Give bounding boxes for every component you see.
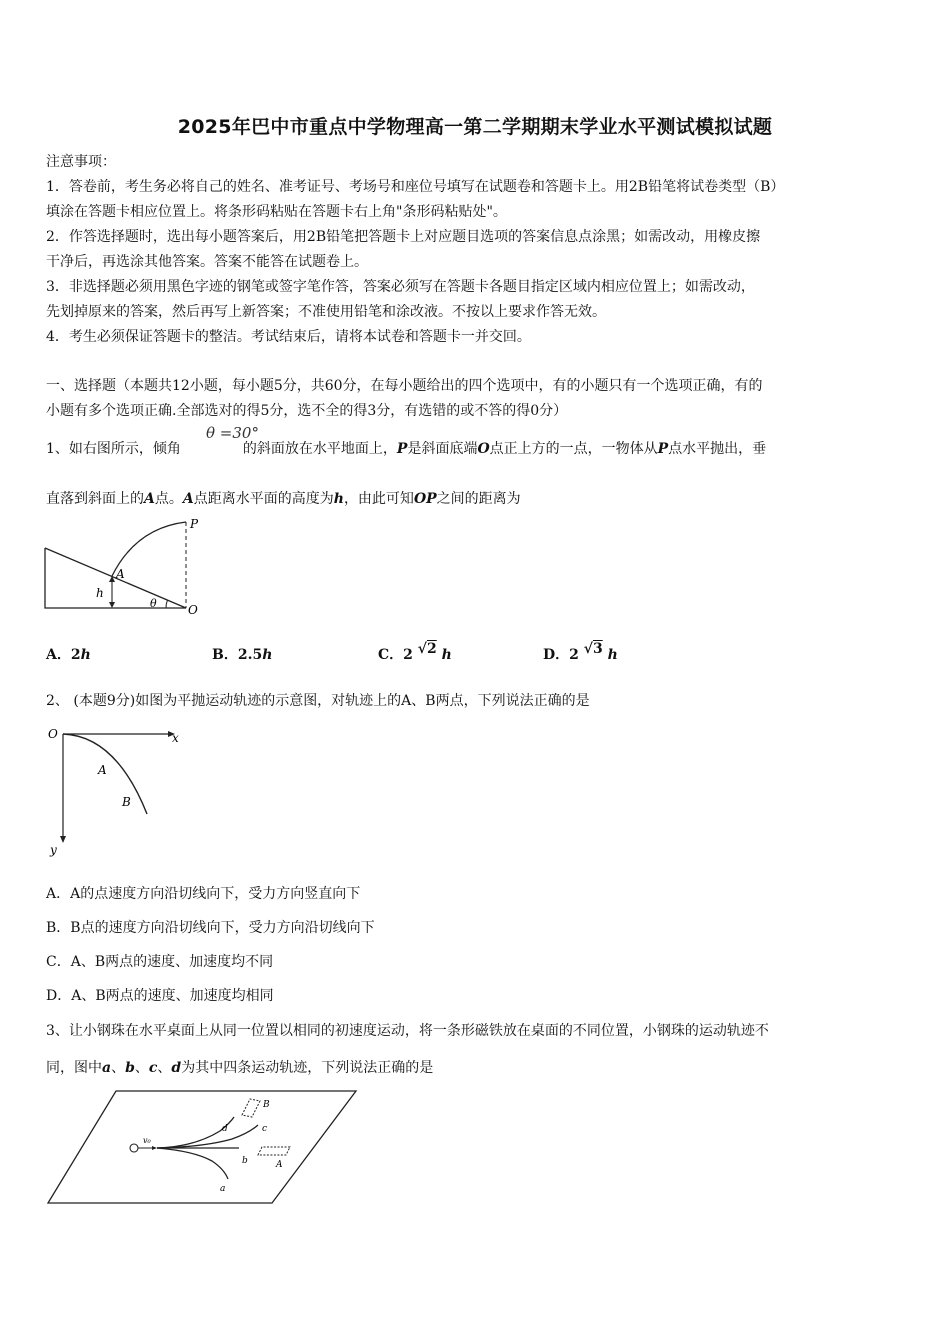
trajectory-c (157, 1125, 258, 1148)
label-x: x (172, 731, 179, 745)
label-O: O (48, 727, 58, 741)
page-title: 2025年巴中市重点中学物理高一第二学期期末学业水平测试模拟试题 (177, 116, 773, 138)
q3-stem-line2: 同，图中a、b、c、d为其中四条运动轨迹，下列说法正确的是 (46, 1060, 434, 1076)
q1-incline-figure (40, 512, 210, 622)
label-P: P (190, 517, 199, 531)
q1-stem-line1: 1、如右图所示，倾角 的斜面放在水平地面上，P是斜面底端O点正上方的一点，一物体从P点水平抛出，垂 (46, 441, 767, 457)
label-h: h (96, 586, 104, 600)
table-outline (48, 1091, 356, 1203)
q2-projectile-figure (44, 722, 194, 857)
q1-option-a[interactable]: A．2h (46, 647, 91, 663)
label-magnet-A: A (276, 1160, 283, 1170)
sqrt-symbol: √3 (583, 641, 603, 657)
section-heading: 小题有多个选项正确.全部选对的得5分，选不全的得3分，有选错的或不答的得0分） (46, 403, 568, 419)
label-O: O (188, 603, 198, 617)
q2-option-b[interactable]: B．B点的速度方向沿切线向下，受力方向沿切线向下 (46, 920, 375, 936)
notice-line: 1．答卷前，考生务必将自己的姓名、准考证号、考场号和座位号填写在试题卷和答题卡上。用2B铅笔将试卷类型（B） (46, 179, 785, 195)
q1-option-c[interactable]: C．2 √2 h (378, 641, 452, 663)
y-axis-arrow (60, 836, 66, 843)
label-theta: θ (150, 597, 157, 610)
steel-ball (130, 1144, 138, 1152)
q1-option-b[interactable]: B．2.5h (212, 647, 273, 663)
label-B: B (122, 795, 131, 809)
label-b: b (242, 1156, 248, 1166)
section-heading: 一、选择题（本题共12小题，每小题5分，共60分，在每小题给出的四个选项中，有的小题只有一个选项正确，有的 (46, 378, 763, 394)
label-c: c (262, 1124, 268, 1134)
notice-line: 先划掉原来的答案，然后再写上新答案；不准使用铅笔和涂改液。不按以上要求作答无效。 (46, 304, 606, 320)
angle-arc (166, 600, 168, 608)
magnet-A (258, 1147, 290, 1155)
sqrt-symbol: √2 (417, 641, 437, 657)
label-magnet-B: B (263, 1100, 270, 1110)
label-A: A (116, 567, 125, 581)
q1-angle-formula: θ =30° (206, 424, 259, 442)
trajectory-a (157, 1148, 228, 1179)
q2-option-d[interactable]: D．A、B两点的速度、加速度均相同 (46, 988, 274, 1004)
notice-line: 2．作答选择题时，选出每小题答案后，用2B铅笔把答题卡上对应题目选项的答案信息点涂黑；如需改动，用橡皮擦 (46, 229, 761, 245)
notice-line: 干净后，再选涂其他答案。答案不能答在试题卷上。 (46, 254, 368, 270)
magnet-B (242, 1099, 260, 1117)
notice-line: 填涂在答题卡相应位置上。将条形码粘贴在答题卡右上角"条形码粘贴处"。 (46, 204, 507, 220)
label-A: A (98, 763, 107, 777)
q3-table-figure (44, 1085, 364, 1210)
q2-option-c[interactable]: C．A、B两点的速度、加速度均不同 (46, 954, 274, 970)
velocity-arrow-head (152, 1146, 157, 1150)
notice-line: 4．考生必须保证答题卡的整洁。考试结束后，请将本试卷和答题卡一并交回。 (46, 329, 531, 345)
q2-stem: 2、 (本题9分)如图为平抛运动轨迹的示意图，对轨迹上的A、B两点，下列说法正确的是 (46, 693, 590, 709)
label-v0: v₀ (143, 1136, 151, 1145)
q1-option-d[interactable]: D．2 √3 h (543, 641, 618, 663)
q1-stem-line2: 直落到斜面上的A点。A点距离水平面的高度为h，由此可知OP之间的距离为 (46, 491, 521, 507)
notice-line: 3．非选择题必须用黑色字迹的钢笔或签字笔作答，答案必须写在答题卡各题目指定区域内相应位置上；如需改动， (46, 279, 755, 295)
q3-stem-line1: 3、让小钢珠在水平桌面上从同一位置以相同的初速度运动，将一条形磁铁放在桌面的不同位置，小钢珠的运动轨迹不 (46, 1023, 769, 1039)
label-y: y (50, 843, 57, 857)
label-a: a (220, 1184, 226, 1194)
notice-heading: 注意事项： (46, 154, 116, 170)
arrow-head-down (109, 602, 115, 608)
q2-option-a[interactable]: A．A的点速度方向沿切线向下，受力方向竖直向下 (46, 886, 361, 902)
label-d: d (222, 1124, 228, 1134)
